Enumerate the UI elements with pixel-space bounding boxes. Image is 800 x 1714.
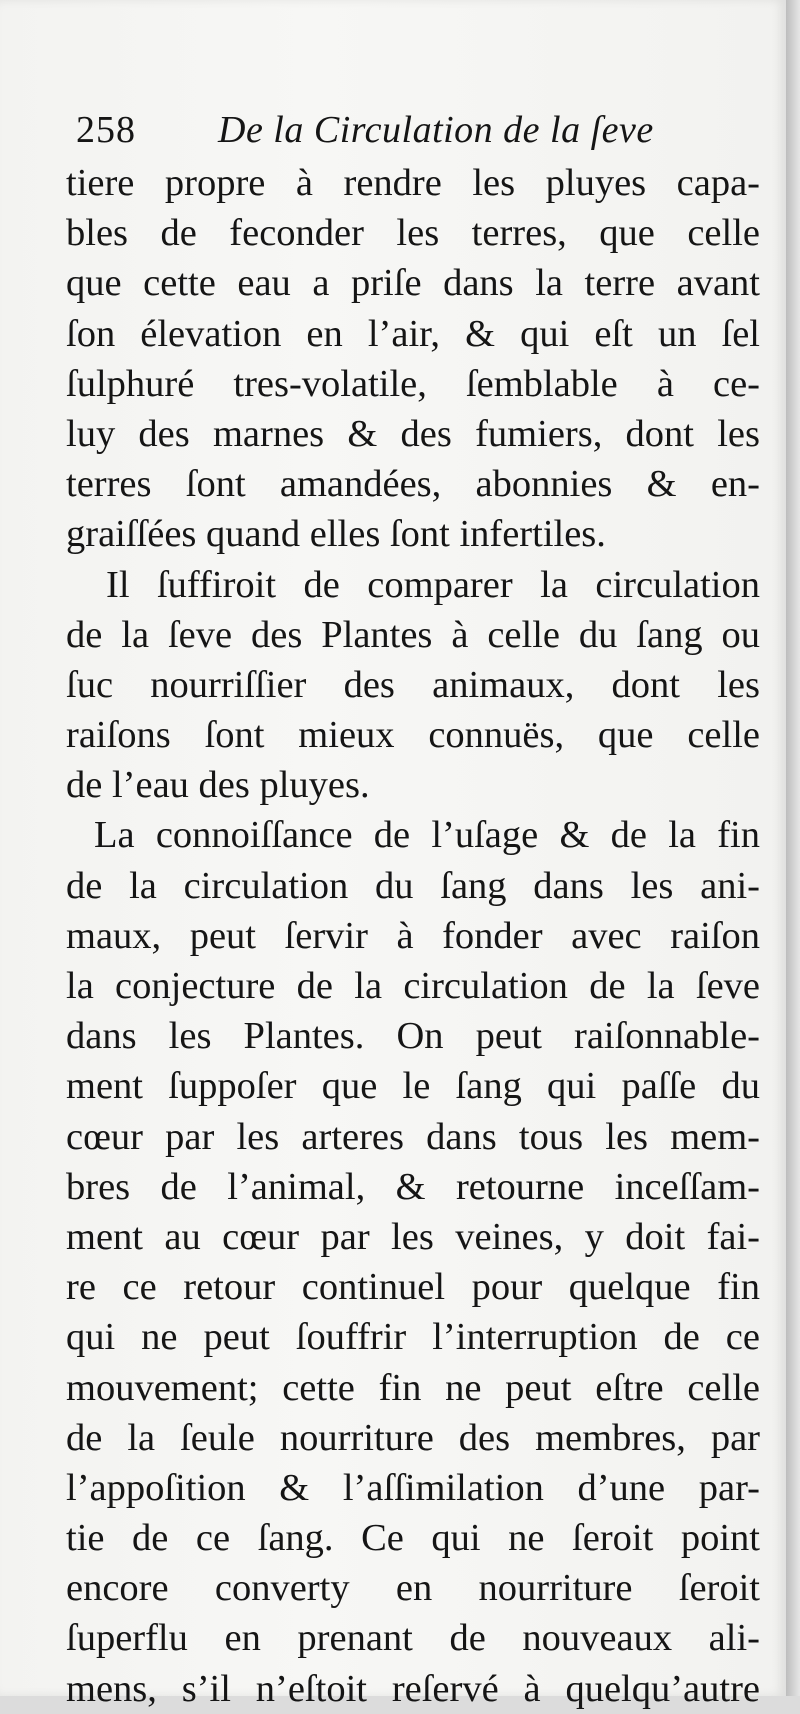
text-line: l’appoſition & l’aſſimilation d’une par- <box>66 1466 760 1509</box>
text-line: tie de ce ſang. Ce qui ne ſeroit point <box>66 1517 760 1560</box>
text-line: dans les Plantes. On peut raiſonnable- <box>66 1015 760 1058</box>
text-line: qui ne peut ſouffrir l’interruption de ce <box>66 1316 760 1359</box>
text-line: encore converty en nourriture ſeroit <box>66 1567 760 1610</box>
text-line: luy des marnes & des fumiers, dont les <box>66 412 760 455</box>
paragraph-end-line: de l’eau des pluyes. <box>66 764 370 807</box>
text-line: mouvement; cette fin ne peut eſtre celle <box>66 1366 760 1409</box>
text-line: ſulphuré tres-volatile, ſemblable à ce- <box>66 362 760 405</box>
running-title: De la Circulation de la ſeve <box>218 109 654 151</box>
text-line: bres de l’animal, & retourne inceſſam- <box>66 1165 760 1208</box>
text-line: ſuc nourriſſier des animaux, dont les <box>66 663 760 706</box>
text-line: ment au cœur par les veines, y doit fai- <box>66 1215 760 1258</box>
text-line: la conjecture de la circulation de la ſeve <box>66 965 760 1007</box>
text-line: de la circulation du ſang dans les ani- <box>66 864 760 907</box>
text-line: de la ſeule nourriture des membres, par <box>66 1416 760 1459</box>
text-line: ment ſuppoſer que le ſang qui paſſe du <box>66 1065 760 1108</box>
paragraph-end-line: graiſſées quand elles ſont infertiles. <box>66 513 606 556</box>
paragraph-start-line: Il ſuffiroit de comparer la circulation <box>106 563 760 606</box>
text-line: ſon élevation en l’air, & qui eſt un ſel <box>66 312 760 355</box>
text-line: maux, peut ſervir à fonder avec raiſon <box>66 914 760 957</box>
text-line: tiere propre à rendre les pluyes capa- <box>66 162 760 204</box>
running-head <box>76 108 726 164</box>
paragraph-start-line: La connoiſſance de l’uſage & de la fin <box>94 814 760 857</box>
text-line: re ce retour continuel pour quelque fin <box>66 1266 760 1309</box>
text-line: que cette eau a priſe dans la terre avant <box>66 262 760 305</box>
text-line: de la ſeve des Plantes à celle du ſang ou <box>66 613 760 656</box>
page-edge-shadow <box>786 0 800 1696</box>
text-line: mens, s’il n’eſtoit reſervé à quelqu’autre <box>66 1667 760 1710</box>
text-line: terres ſont amandées, abonnies & en- <box>66 463 760 506</box>
text-line: raiſons ſont mieux connuës, que celle <box>66 714 760 757</box>
text-line: bles de feconder les terres, que celle <box>66 212 760 255</box>
text-line: ſuperflu en prenant de nouveaux ali- <box>66 1617 760 1660</box>
body-text <box>66 158 760 1714</box>
page-number: 258 <box>76 109 136 151</box>
text-line: cœur par les arteres dans tous les mem- <box>66 1115 760 1158</box>
